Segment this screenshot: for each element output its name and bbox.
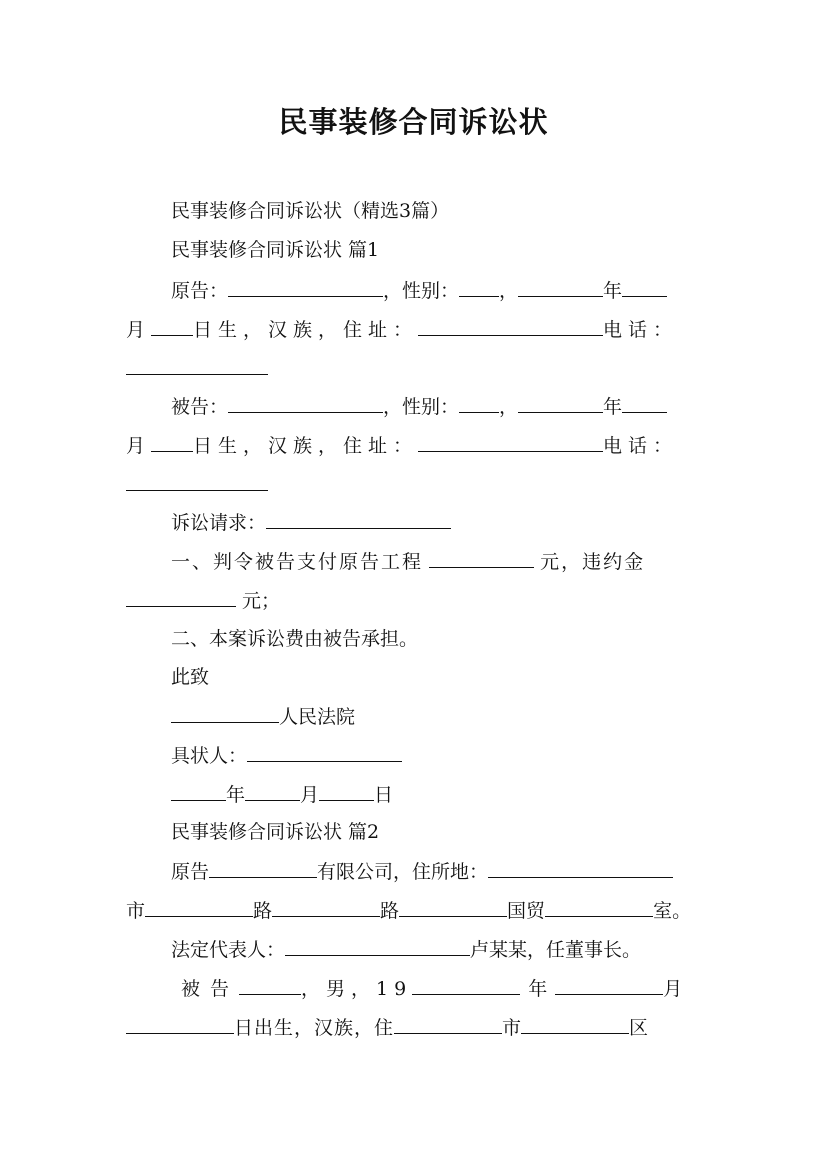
month-blank — [622, 393, 667, 413]
date-day-blank — [319, 781, 374, 801]
plaintiff-line-3 — [126, 355, 704, 382]
day-blank — [151, 316, 193, 336]
section-title-1: 民事装修合同诉讼状 篇1 — [171, 239, 380, 261]
claim-1-line-2 — [126, 587, 704, 614]
date-year-label: 年 — [226, 784, 246, 806]
birth-month-blank — [555, 975, 663, 995]
defendant-line-3 — [126, 471, 704, 498]
comma: ， — [499, 280, 519, 302]
birth-day-blank — [126, 1014, 234, 1034]
claim-1-line — [126, 548, 749, 575]
section-title-2: 民事装修合同诉讼状 篇2 — [171, 821, 380, 843]
p2-defendant-line — [126, 975, 759, 1002]
section-heading-2 — [126, 819, 749, 845]
comma: ， — [499, 396, 519, 418]
gender-label: ，性别： — [383, 396, 460, 418]
road-label-1: 路 — [253, 900, 273, 922]
plaintiff-label: 原告： — [171, 280, 229, 302]
subtitle: 民事装修合同诉讼状（精选3篇） — [171, 200, 450, 222]
defendant-line-2 — [126, 432, 704, 459]
yuan-label: 元； — [242, 590, 281, 612]
year-label: 年 — [603, 280, 623, 302]
legal-rep-name: 卢某某，任董事长。 — [470, 939, 642, 961]
gender-label: ，性别： — [383, 280, 460, 302]
p2-defendant-label: 被告 — [181, 978, 240, 1000]
year-blank — [518, 277, 603, 297]
phone-blank — [126, 471, 268, 491]
legal-rep-blank — [285, 936, 470, 956]
court-line — [126, 703, 749, 730]
company-blank — [209, 858, 317, 878]
amount-blank — [429, 548, 534, 568]
born-label: 日生，汉族，住址： — [193, 435, 419, 457]
claim-1-penalty-label: 元，违约金 — [540, 551, 646, 573]
cizhi-line — [126, 664, 749, 690]
month-label: 月 — [126, 435, 152, 457]
road-blank-2 — [399, 897, 507, 917]
plaintiff-line-2 — [126, 316, 704, 343]
birth-year-label: 年 — [528, 978, 548, 1000]
phone-label: 电话： — [603, 435, 679, 457]
company-address-label: 有限公司，住所地： — [317, 861, 489, 883]
claim-2-text: 二、本案诉讼费由被告承担。 — [171, 628, 419, 650]
signer-line — [126, 742, 749, 769]
born-out-label: 日出生，汉族，住 — [234, 1017, 395, 1039]
section-heading-1 — [126, 237, 749, 263]
phone-label: 电话： — [603, 319, 679, 341]
city-label: 市 — [126, 900, 146, 922]
address-blank — [418, 432, 603, 452]
legal-rep-line — [126, 936, 749, 963]
year-label: 年 — [603, 396, 623, 418]
city-blank — [145, 897, 253, 917]
residence-city-label: 市 — [502, 1017, 522, 1039]
room-blank — [545, 897, 653, 917]
date-day-label: 日 — [374, 784, 394, 806]
claim-2-line — [126, 626, 749, 652]
defendant-name-blank — [228, 393, 383, 413]
signer-label: 具状人： — [171, 745, 248, 767]
district-label: 区 — [629, 1017, 649, 1039]
court-blank — [171, 703, 279, 723]
birth-month-label: 月 — [663, 978, 683, 1000]
p2-defendant-line-2 — [126, 1014, 704, 1041]
plaintiff-line — [126, 277, 749, 304]
residence-city-blank — [394, 1014, 502, 1034]
defendant-label: 被告： — [171, 396, 229, 418]
p2-plaintiff-line — [126, 858, 749, 885]
defendant-line — [126, 393, 749, 420]
date-month-label: 月 — [300, 784, 320, 806]
guomao-label: 国贸 — [507, 900, 546, 922]
claim-1-text: 一、判令被告支付原告工程 — [171, 551, 424, 573]
claims-blank — [266, 509, 451, 529]
date-year-blank — [171, 781, 226, 801]
date-line — [126, 781, 749, 808]
subtitle-line — [126, 198, 749, 224]
born-label: 日生，汉族，住址： — [193, 319, 419, 341]
claims-line — [126, 509, 749, 536]
month-label: 月 — [126, 319, 152, 341]
birth-year-blank — [412, 975, 520, 995]
phone-blank — [126, 355, 268, 375]
p2-defendant-blank — [239, 975, 301, 995]
claims-label: 诉讼请求： — [171, 512, 267, 534]
date-month-blank — [245, 781, 300, 801]
address-blank — [418, 316, 603, 336]
male-label: ，男，19 — [301, 978, 413, 1000]
p2-plaintiff-label: 原告 — [171, 861, 210, 883]
document-title: 民事装修合同诉讼状 — [278, 105, 549, 139]
address-blank — [488, 858, 673, 878]
cizhi-text: 此致 — [171, 666, 210, 688]
signer-blank — [247, 742, 402, 762]
road-blank — [272, 897, 380, 917]
court-label: 人民法院 — [279, 706, 356, 728]
year-blank — [518, 393, 603, 413]
month-blank — [622, 277, 667, 297]
plaintiff-name-blank — [228, 277, 383, 297]
room-label: 室。 — [653, 900, 692, 922]
gender-blank — [459, 393, 499, 413]
penalty-blank — [126, 587, 236, 607]
legal-rep-label: 法定代表人： — [171, 939, 286, 961]
road-label-2: 路 — [380, 900, 400, 922]
p2-address-line — [126, 897, 704, 924]
residence-district-blank — [521, 1014, 629, 1034]
gender-blank — [459, 277, 499, 297]
day-blank — [151, 432, 193, 452]
